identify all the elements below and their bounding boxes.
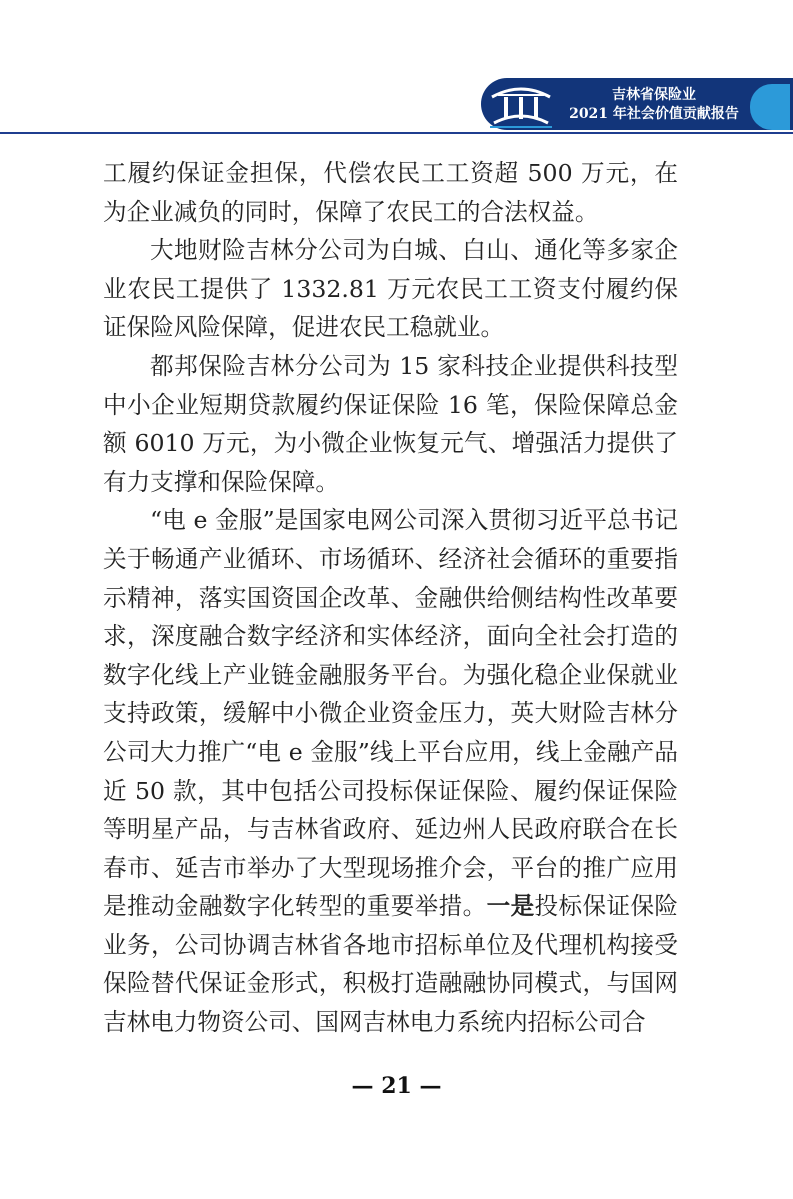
bridge-logo-icon — [488, 79, 554, 129]
header-rule — [0, 132, 793, 134]
paragraph-4-main: “电 e 金服”是国家电网公司深入贯彻习近平总书记关于畅通产业循环、市场循环、经济社会循环的重要指示精神，落实国资国企改革、金融供给侧结构性改革要求，深度融合数字经济和实体经济，面向全社会打造的数字化线上产业链金融服务平台。为强化稳企业保就业支持政策，缓解中小微企业资金压力，英大财险吉林分公司大力推广“电 e 金服”线上平台应用，线上金融产品近 50 款，其中包括公司投标保证保险、履约保证保险等明星产品，与吉林省政府、延边州人民政府联合在长春市、延吉市举办了大型现场推介会，平台的推广应用是推动金融数字化转型的重要举措。 — [103, 506, 678, 921]
report-title-line2: 2021 年社会价值贡献报告 — [569, 106, 739, 122]
paragraph-1: 工履约保证金担保，代偿农民工工资超 500 万元，在为企业减负的同时，保障了农民工的合法权益。 — [103, 159, 678, 226]
report-title-line1: 吉林省保险业 — [612, 87, 696, 103]
paragraph-4-emphasis: 一是 — [486, 892, 535, 921]
page-number: — 21 — — [351, 1073, 442, 1099]
report-title — [559, 86, 749, 124]
paragraph-4 — [103, 501, 678, 1041]
paragraph-2: 大地财险吉林分公司为白城、白山、通化等多家企业农民工提供了 1332.81 万元农民工工资支付履约保证保险风险保障，促进农民工稳就业。 — [103, 236, 678, 342]
paragraph-3: 都邦保险吉林分公司为 15 家科技企业提供科技型中小企业短期贷款履约保证保险 16 笔，保险保障总金额 6010 万元，为小微企业恢复元气、增强活力提供了有力支撑和保险保障。 — [103, 351, 678, 496]
body-text — [103, 154, 678, 1042]
paragraph-4-rest: 投标保证保险业务，公司协调吉林省各地市招标单位及代理机构接受保险替代保证金形式，积极打造融融协同模式，与国网吉林电力物资公司、国网吉林电力系统内招标公司合 — [103, 892, 679, 1037]
header-accent — [750, 84, 790, 130]
